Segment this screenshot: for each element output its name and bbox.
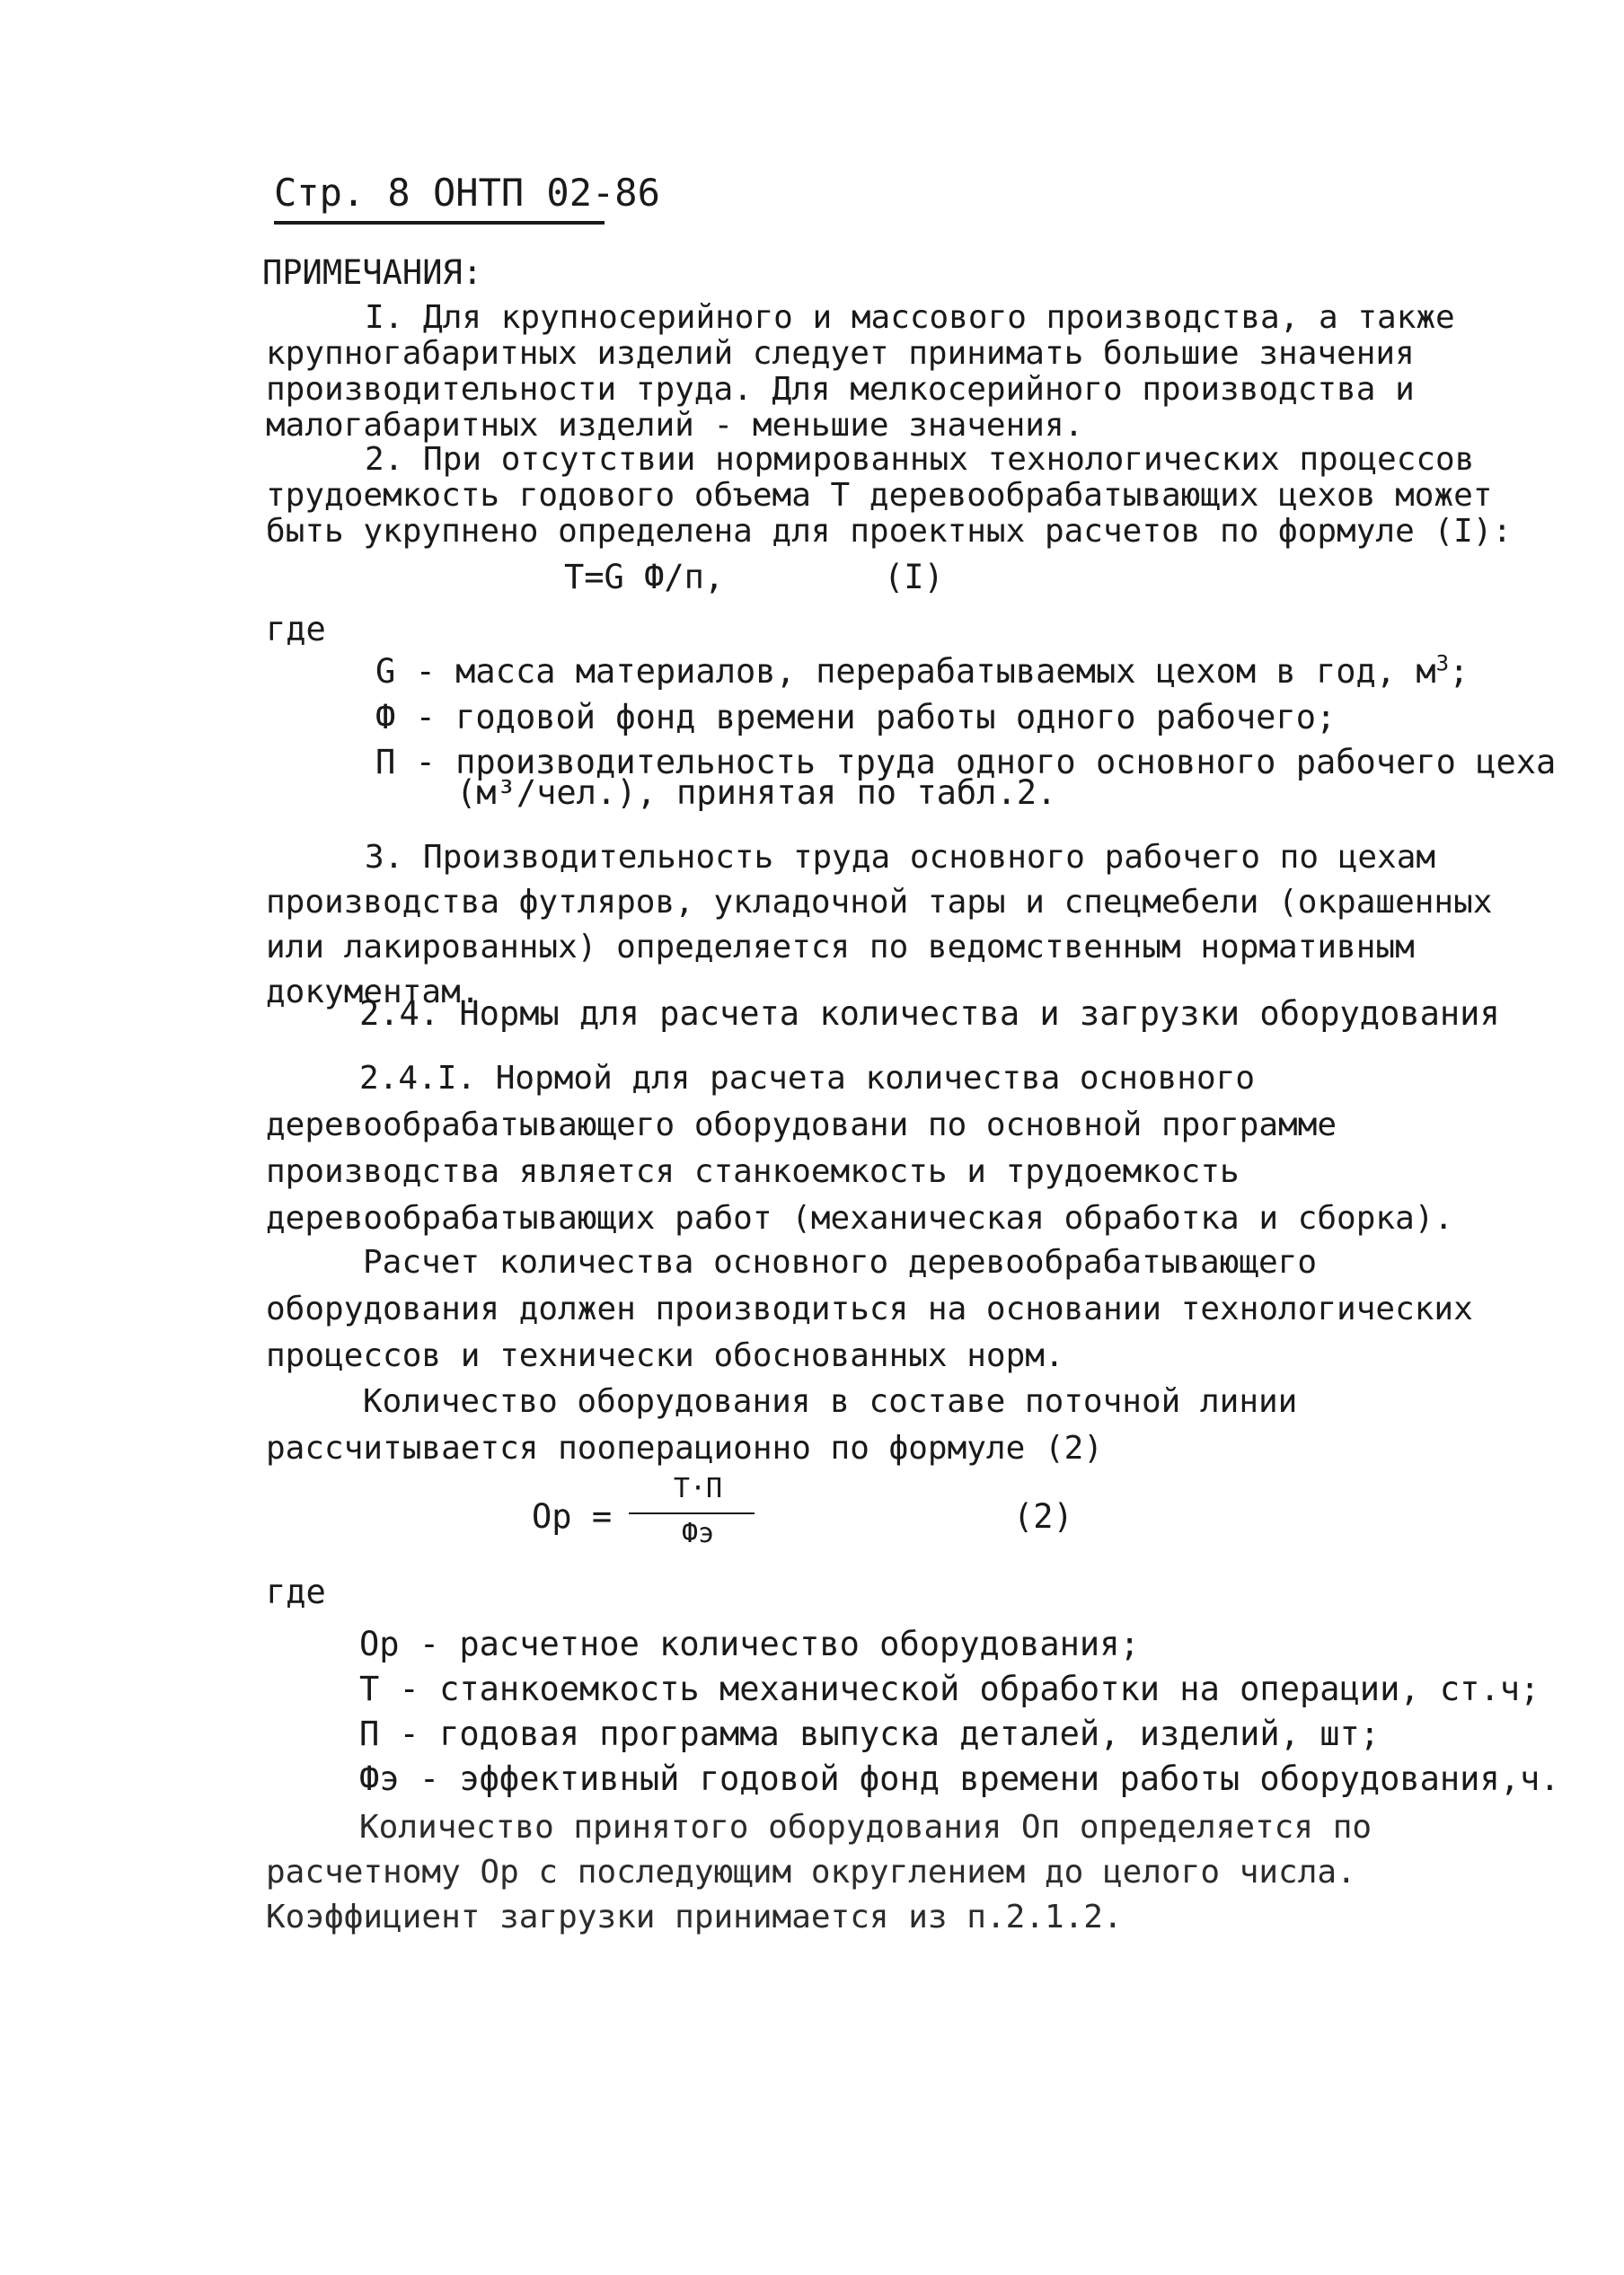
definition-p-text-1: - производительность труда одного основного рабочего цеха [415,743,1557,781]
note-2: 2. При отсутствии нормированных технологических процессов трудоемкость годового объема Т деревообрабатывающих цехов может быть укрупнено определена для проектных расчетов по формуле (I): [266,441,1513,550]
definition-g-symbol: G [375,652,396,691]
definition-fe: Фэ - эффективный годовой фонд времени работы оборудования,ч. [359,1759,1560,1798]
where-label-2: где [266,1573,326,1611]
definition-op: Op - расчетное количество оборудования; [359,1625,1140,1663]
section-paragraph-3: Количество оборудования в составе поточной линии рассчитывается пооперационно по формуле (2) [266,1383,1298,1467]
definition-g-text: - масса материалов, перерабатываемых цехом в год, м [415,652,1436,691]
definition-f-text: - годовой фонд времени работы одного рабочего; [415,698,1337,736]
formula-1: T=G Ф/п, [564,558,725,596]
section-paragraph-4: Количество принятого оборудования Оп определяется по расчетному Ор с последующим округлением до целого числа. Коэффициент загрузки принимается из п.2.1.2. [266,1809,1372,1936]
definition-p-symbol: П [375,743,396,781]
definition-g-tail: ; [1449,652,1470,691]
formula-2-lhs: Op = [532,1497,613,1536]
formula-1-number: (I) [884,558,944,596]
definition-g-superscript: 3 [1435,650,1450,676]
definition-p2: П - годовая программа выпуска деталей, изделий, шт; [359,1715,1381,1753]
formula-2-numerator: T·П [673,1473,723,1504]
note-1: I. Для крупносерийного и массового производства, а также крупногабаритных изделий следует принимать большие значения производительности труда. Для мелкосерийного производства и малогабаритных изделий - меньшие значения. [266,299,1455,444]
definition-g [375,650,1470,691]
definition-p-line-2: (м³/чел.), принятая по табл.2. [456,773,1057,812]
formula-2-denominator: Фэ [681,1518,715,1549]
section-paragraph-2: Расчет количества основного деревообрабатывающего оборудования должен производиться на основании технологических процессов и технически обоснованных норм. [266,1244,1473,1374]
definition-t: T - станкоемкость механической обработки на операции, ст.ч; [359,1670,1540,1708]
header-underline [274,221,605,225]
definition-f [375,699,1336,736]
note-3: 3. Производительность труда основного рабочего по цехам производства футляров, укладочной тары и спецмебели (окрашенных или лакированных) определяется по ведомственным нормативным документам. [266,839,1493,1010]
formula-2-number: (2) [1013,1497,1073,1536]
page-header: Стр. 8 ОНТП 02-86 [274,171,660,215]
section-title: 2.4. Нормы для расчета количества и загрузки оборудования [359,994,1500,1033]
formula-2-fraction-bar [629,1512,755,1514]
where-label-1: где [266,610,326,648]
section-paragraph-1: 2.4.I. Нормой для расчета количества основного деревообрабатывающего оборудовани по основной программе производства является станкоемкость и трудоемкость деревообрабатывающих работ (механическая обработка и сборка). [266,1060,1454,1237]
definition-f-symbol: Ф [375,698,396,736]
notes-title: ПРИМЕЧАНИЯ: [262,253,483,292]
